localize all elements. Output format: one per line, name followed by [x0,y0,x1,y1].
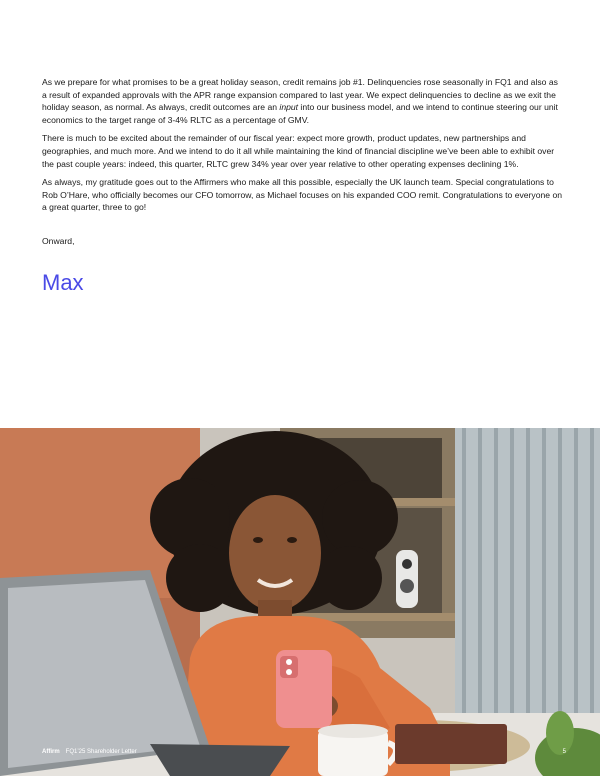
footer-doc-title: FQ1’25 Shareholder Letter [65,749,137,755]
paragraph-credit-text-b: into our business model, and we intend to continue steering our unit economics to the target range of 3-4% RLTC as a percentage of GMV. [42,102,558,125]
page-number: 5 [562,749,566,755]
signature: Max [42,270,84,295]
page-footer [42,749,137,755]
paragraph-credit [42,76,562,126]
lifestyle-photo [0,428,600,776]
paragraph-credit-emphasis: input [279,102,299,113]
signoff: Onward, [42,236,75,246]
letter-body [42,76,562,220]
paragraph-outlook: There is much to be excited about the remainder of our fiscal year: expect more growth, product updates, new partnerships and geographies, and much more. And we intend to do it all while maintaining the kind of financial discipline we’ve been able to exhibit over the past couple years: indeed, this quarter, RLTC grew 34% year over year relative to other operating expenses declining 1%. [42,133,555,169]
paragraph-credit-text-a: As we prepare for what promises to be a great holiday season, credit remains job #1. Delinquencies rose seasonally in FQ1 and also as a result of expanded approvals with the APR range expansion compared to last year. We expect delinquencies to decline as we exit the holiday season, as normal. As always, credit outcomes are an [42,77,558,113]
footer-brand: Affirm [42,749,60,755]
paragraph-gratitude: As always, my gratitude goes out to the Affirmers who make all this possible, especially the UK launch team. Special congratulations to Rob O’Hare, who officially becomes our CFO tomorrow, as Michael focuses on his expanded COO remit. Congratulations to everyone on a great quarter, three to go! [42,177,563,213]
photo-illustration [0,428,600,776]
